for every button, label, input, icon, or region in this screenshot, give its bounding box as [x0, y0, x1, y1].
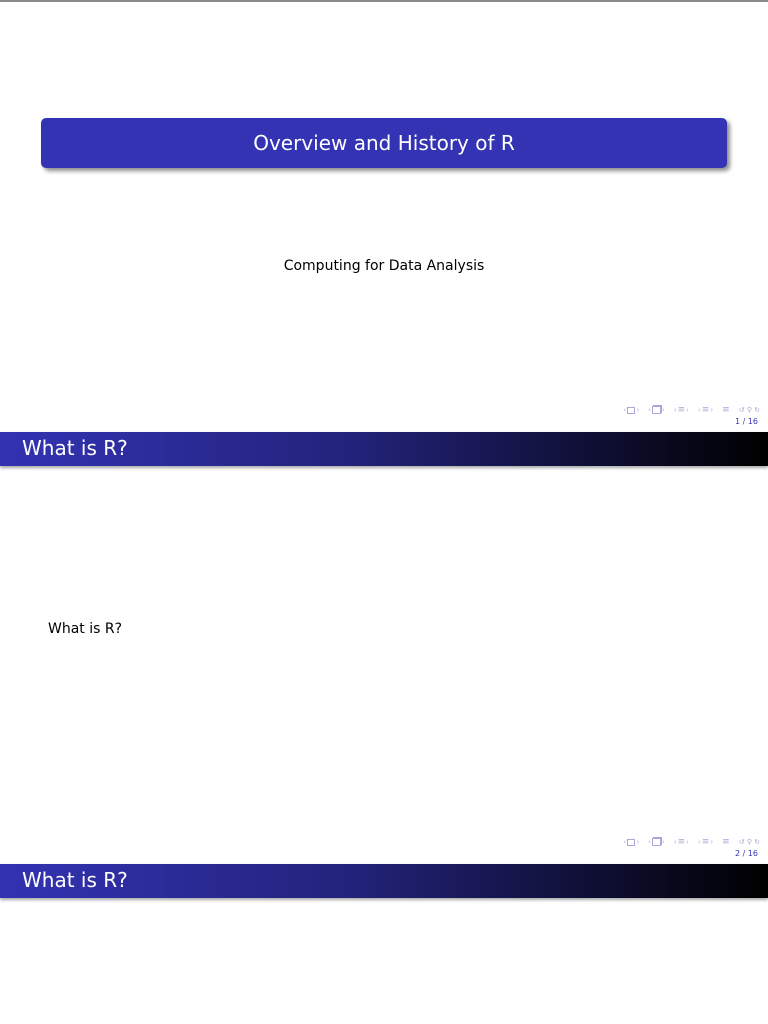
nav-align-icon[interactable]: ≡ — [722, 836, 730, 847]
frame-title: What is R? — [22, 436, 128, 460]
top-rule — [0, 0, 768, 2]
nav-frame-icon[interactable]: ‹ › — [648, 405, 665, 414]
slide-body-text: What is R? — [48, 621, 123, 637]
presentation-subtitle: Computing for Data Analysis — [283, 258, 485, 274]
presentation-title: Overview and History of R — [253, 131, 515, 155]
nav-search-icon[interactable]: ↺ ⚲ ↻ — [738, 405, 760, 414]
nav-slide-icon[interactable]: ‹ › — [623, 405, 640, 414]
frame-title-bar — [0, 432, 768, 466]
nav-section-icon[interactable]: ‹ ≡ › — [697, 836, 714, 847]
nav-subsection-icon[interactable]: ‹ ≡ › — [673, 404, 689, 415]
presentation-title-box — [41, 118, 727, 168]
page-number: 2 / 16 — [734, 849, 758, 858]
page-number: 1 / 16 — [734, 417, 758, 426]
nav-subsection-icon[interactable]: ‹ ≡ › — [673, 836, 689, 847]
frame-title: What is R? — [22, 868, 128, 892]
nav-slide-icon[interactable]: ‹ › — [623, 837, 640, 846]
nav-frame-icon[interactable]: ‹ › — [648, 837, 665, 846]
nav-align-icon[interactable]: ≡ — [722, 404, 730, 415]
nav-search-icon[interactable]: ↺ ⚲ ↻ — [738, 837, 760, 846]
slide-navigation-bar — [530, 835, 760, 849]
frame-title-bar — [0, 864, 768, 898]
slide-navigation-bar — [530, 403, 760, 417]
nav-section-icon[interactable]: ‹ ≡ › — [697, 404, 714, 415]
